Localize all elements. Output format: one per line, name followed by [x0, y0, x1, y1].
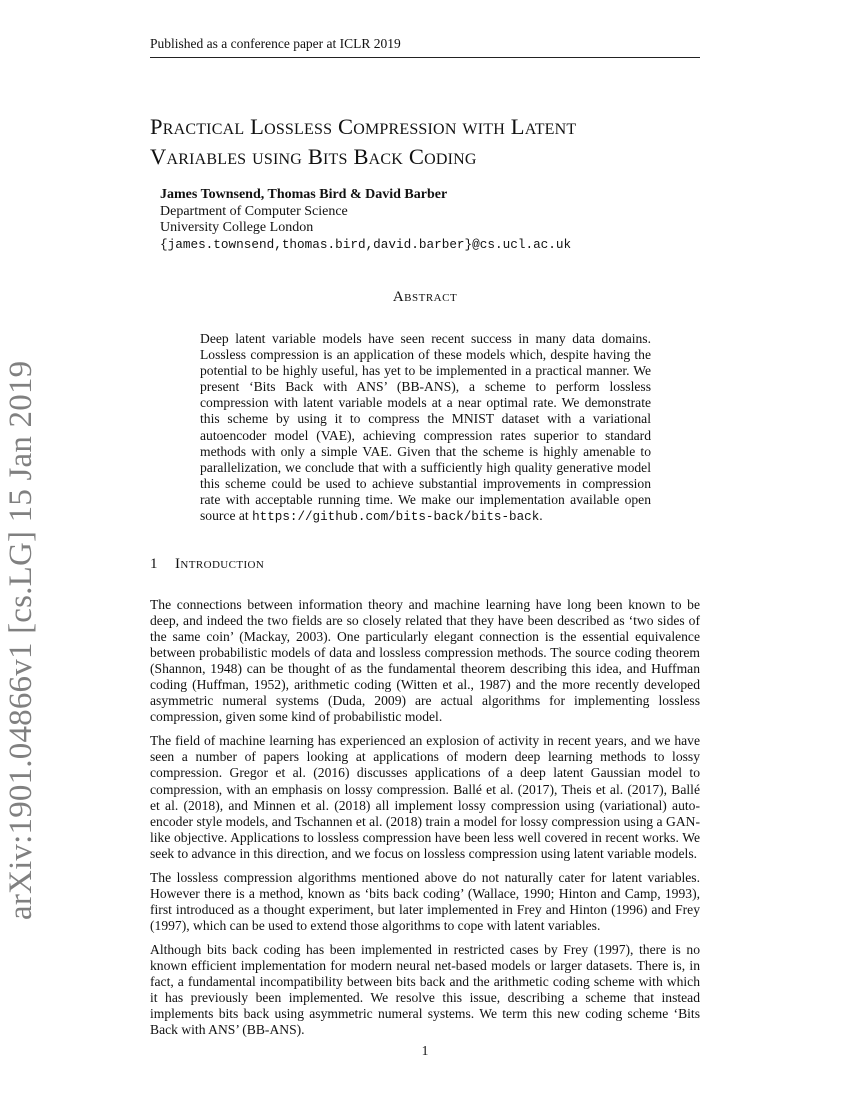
author-email: {james.townsend,thomas.bird,david.barber}@cs.ucl.ac.uk	[160, 236, 572, 252]
paragraph: Although bits back coding has been implemented in restricted cases by Frey (1997), there is no known efficient implementation for modern neural net-based models or larger datasets. There is, in fact, a fundamental incompatibility between bits back and the arithmetic coding scheme with which it has previously been implemented. We resolve this issue, describing a scheme that instead implements bits back using asymmetric numeral systems. We term this new coding scheme ‘Bits Back with ANS’ (BB-ANS).	[150, 941, 700, 1038]
abstract-heading: Abstract	[392, 289, 458, 305]
introduction-body	[150, 597, 700, 1046]
author-department: Department of Computer Science	[160, 203, 348, 219]
title-line-1: Practical Lossless Compression with Latent	[150, 114, 577, 139]
author-names: James Townsend, Thomas Bird & David Barber	[160, 187, 448, 202]
section-title: Introduction	[175, 556, 265, 572]
paragraph: The connections between information theory and machine learning have long been known to be deep, and indeed the two fields are so closely related that they have been described as ‘two sides of the same coin’ (Mackay, 2003). One particularly elegant connection is the essential equivalence between probabilistic models of data and lossless compression methods. The source coding theorem (Shannon, 1948) can be thought of as the fundamental theorem describing this idea, and Huffman coding (Huffman, 1952), arithmetic coding (Witten et al., 1987) and the more recently developed asymmetric numeral systems (Duda, 2009) are actual algorithms for implementing lossless compression, given some kind of probabilistic model.	[150, 597, 700, 725]
arxiv-identifier-stamp: arXiv:1901.04866v1 [cs.LG] 15 Jan 2019	[3, 360, 39, 920]
paragraph: The lossless compression algorithms mentioned above do not naturally cater for latent variables. However there is a method, known as ‘bits back coding’ (Wallace, 1990; Hinton and Camp, 1993), first introduced as a thought experiment, but later implemented in Frey and Hinton (1996) and Frey (1997), which can be used to extend those algorithms to cope with latent variables.	[150, 869, 700, 933]
paragraph: The field of machine learning has experienced an explosion of activity in recent years, and we have seen a number of papers looking at applications of modern deep learning methods to lossy compression. Gregor et al. (2016) discusses applications of a deep latent Gaussian model to compression, with an emphasis on lossy compression. Ballé et al. (2017), Theis et al. (2017), Ballé et al. (2018), and Minnen et al. (2018) all implement lossy compression using (variational) auto-encoder style models, and Tschannen et al. (2018) train a model for lossy compression using a GAN-like objective. Applications to lossless compression have been less well covered in recent works. We seek to advance in this direction, and we focus on lossless compression using latent variable models.	[150, 733, 700, 861]
title-line-2: Variables using Bits Back Coding	[150, 144, 477, 169]
abstract-body	[200, 331, 651, 525]
paper-title	[150, 112, 710, 172]
running-header: Published as a conference paper at ICLR 2019	[150, 36, 700, 58]
abstract-text: Deep latent variable models have seen recent success in many data domains. Lossless compression is an application of these models which, despite having the potential to be highly useful, has yet to be implemented in a practical manner. We present ‘Bits Back with ANS’ (BB-ANS), a scheme to perform lossless compression with latent variable models at a near optimal rate. We demonstrate this scheme by using it to compress the MNIST dataset with a variational autoencoder model (VAE), achieving compression rates superior to standard methods with only a simple VAE. Given that the scheme is highly amenable to parallelization, we conclude that with a sufficiently high quality generative model this scheme could be used to achieve substantial improvements in compression rate with acceptable running time. We make our implementation available open source at	[200, 331, 651, 524]
page-number: 1	[421, 1043, 429, 1058]
author-institution: University College London	[160, 220, 314, 235]
abstract-end: .	[539, 508, 543, 524]
section-heading-introduction	[150, 556, 264, 573]
author-block	[160, 187, 571, 253]
section-number: 1	[150, 556, 158, 572]
code-url-link[interactable]: https://github.com/bits-back/bits-back	[252, 510, 540, 525]
